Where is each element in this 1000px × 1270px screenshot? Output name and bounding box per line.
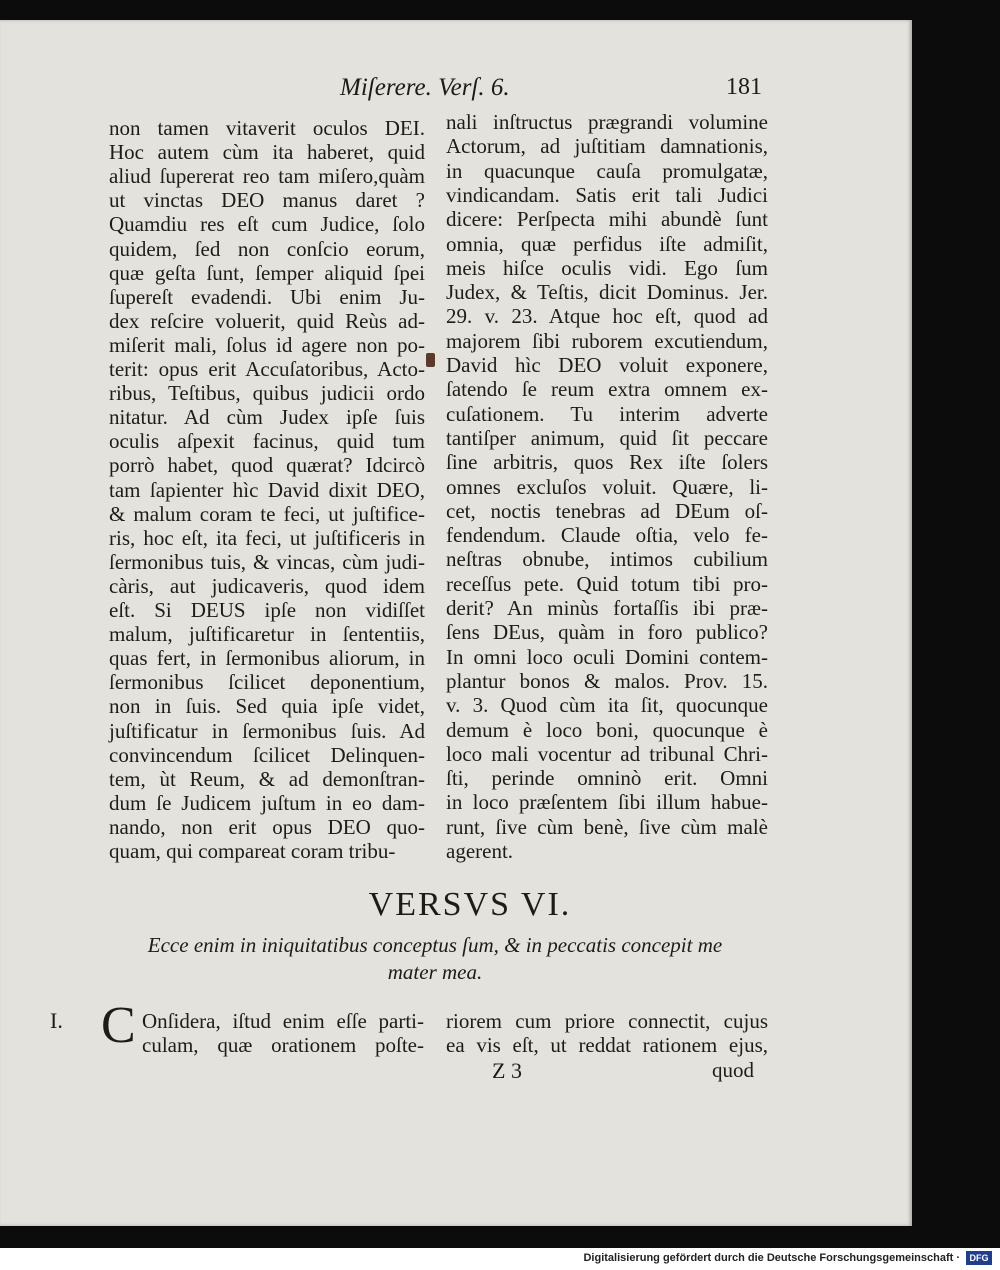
col-right-line: nali inſtructus prægrandi volumine [446,110,768,134]
col-left-line: ſermonibus tuis, & vincas, cùm judi- [109,549,425,574]
col-right-line: ſine arbitris, quos Rex iſte ſolers [446,450,768,475]
col-left-line: quidem, ſed non conſcio eorum, [109,236,425,261]
col-right-line: tantiſper animum, quid ſit peccare [446,425,768,450]
col-left-line: ut vinctas DEO manus daret ? [109,188,425,213]
paragraph-left-line-2: culam, quæ orationem poſte- [142,1033,424,1057]
col-left-line: càris, aut judicaveris, quod idem [109,573,425,598]
col-right-line: v. 3. Quod cùm ita ſit, quocunque [446,693,768,718]
drop-cap: C [101,997,136,1054]
col-right-line: vindicandam. Satis erit tali Judici [446,182,768,207]
col-left-line: tam ſapienter hìc David dixit DEO, [109,477,425,502]
col-left-line: ſermonibus ſcilicet deponentium, [109,670,425,695]
col-right-line: cuſationem. Tu interim adverte [446,401,768,426]
col-right-line: majorem ſibi ruborem excutiendum, [446,328,768,353]
col-left-line: juſtificatur in ſermonibus ſuis. Ad [109,718,425,743]
verse-line-1: Ecce enim in iniquitatibus conceptus ſum, & in peccatis concepit me [147,933,723,957]
signature-mark: Z 3 [492,1058,522,1083]
col-left-line: Quamdiu res eſt cum Judice, ſolo [109,212,425,237]
col-right-line: omnia, quæ perfidus iſte admiſit, [446,231,768,256]
col-left-line: aliud ſupererat reo tam miſero,quàm [109,164,425,189]
col-left-line: oculis aſpexit facinus, quid tum [109,429,425,454]
page-marker [426,353,435,367]
paragraph-right-line-1: riorem cum priore connectit, cujus [446,1009,768,1033]
paragraph-number: I. [50,1008,63,1033]
col-right-line: plantur bonos & malos. Prov. 15. [446,668,768,693]
col-right-line: in quacunque cauſa promulgatæ, [446,158,768,183]
col-right-line: ſens DEus, quàm in foro publico? [446,620,768,645]
col-left-line: non in ſuis. Sed quia ipſe videt, [109,694,425,719]
col-left-line: quas fert, in ſermonibus aliorum, in [109,646,425,671]
col-right-line: Actorum, ad juſtitiam damnationis, [446,134,768,159]
col-left-line: quæ geſta ſunt, ſemper aliquid ſpei [109,260,425,285]
section-heading: VERSVS VI. [368,886,572,923]
col-left-line: nando, non erit opus DEO quo- [109,814,425,839]
verse-line-2: mater mea. [387,960,483,984]
col-left-line: dex reſcire voluerit, quid Reùs ad- [109,308,425,333]
col-right-line: David hìc DEO voluit exponere, [446,353,768,377]
col-right-line: agerent. [446,839,514,863]
col-right-line: Judex, & Teſtis, dicit Dominus. Jer. [446,280,768,305]
col-left-line: porrò habet, quod quærat? Idcircò [109,453,425,478]
col-left-line: tem, ùt Reum, & ad demonſtran- [109,766,425,791]
col-left-line: ribus, Teſtibus, quibus judicii ordo [109,381,425,406]
running-title: Miſerere. Verſ. 6. [340,74,510,101]
col-right-line: ſatendo ſe reum extra omnem ex- [446,377,768,402]
col-left-line: Hoc autem cùm ita haberet, quid [109,140,425,165]
col-right-line: receſſus pete. Quid totum tibi pro- [446,571,768,596]
col-right-line: fendendum. Claude oſtia, velo fe- [446,523,768,548]
col-left-line: ris, hoc eſt, ita feci, ut juſtificeris in [109,525,425,550]
paragraph-right-line-2: ea vis eſt, ut reddat rationem ejus, [446,1033,768,1057]
catchword: quod [712,1058,754,1082]
col-left-line: convincendum ſcilicet Delinquen- [109,742,425,767]
col-right-line: dicere: Perſpecta mihi abundè ſunt [446,207,768,232]
col-left-line: malum, juſtificaretur in ſententiis, [109,622,425,647]
col-right-line: demum è loco boni, quocunque è [446,717,768,742]
page-number: 181 [726,74,762,100]
col-left-line: dum ſe Judicem juſtum in eo dam- [109,790,425,815]
col-left-line: miſerit mali, ſolus id agere non po- [109,332,425,357]
col-right-line: runt, ſive cùm benè, ſive cùm malè [446,814,768,839]
col-right-line: 29. v. 23. Atque hoc eſt, quod ad [446,304,768,329]
col-right-line: cet, noctis tenebras ad DEum oſ- [446,498,768,523]
col-left-line: eſt. Si DEUS ipſe non vidiſſet [109,598,425,622]
col-left-line: quam, qui compareat coram tribu- [109,839,396,863]
col-left-line: terit: opus erit Accuſatoribus, Acto- [109,357,425,381]
col-left-line: ſupereſt evadendi. Ubi enim Ju- [109,284,425,309]
col-right-line: in loco præſentem ſibi illum habue- [446,790,768,815]
footer-credit: Digitalisierung gefördert durch die Deutsche Forschungsgemeinschaft · [583,1252,960,1264]
col-right-line: loco mali vocentur ad tribunal Chri- [446,741,768,766]
paragraph-left-line-1: Onſidera, iſtud enim eſſe parti- [142,1009,424,1033]
col-left-line: nitatur. Ad cùm Judex ipſe ſuis [109,405,425,430]
col-left-line: & malum coram te feci, ut juſtifice- [109,501,425,526]
col-left-line: non tamen vitaverit oculos DEI. [109,116,425,140]
col-right-line: meis hiſce oculis vidi. Ego ſum [446,255,768,280]
col-right-line: omnes excluſos voluit. Quære, li- [446,474,768,499]
col-right-line: ſti, perinde omninò erit. Omni [446,766,768,791]
col-right-line: In omni loco oculi Domini contem- [446,644,768,669]
col-right-line: derit? An minùs fortaſſis ibi præ- [446,596,768,620]
dfg-logo: DFG [966,1251,992,1265]
col-right-line: neſtras obnube, intimos cubilium [446,547,768,572]
